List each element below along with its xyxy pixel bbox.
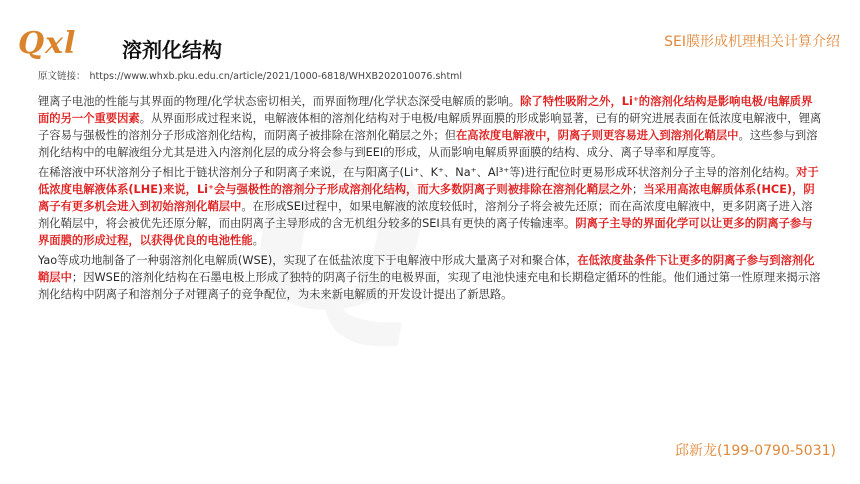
body-segment: 锂离子电池的性能与其界面的物理/化学状态密切相关，而界面物理/化学状态深受电解质的影响。	[38, 95, 521, 108]
section-title: SEI膜形成机理相关计算介绍	[664, 34, 840, 50]
highlight-text: 在低浓度盐条件下让更多的阴离子参与到溶剂化鞘层中	[38, 254, 815, 284]
page-title: 溶剂化结构	[122, 38, 222, 62]
body-segment: 。在形成SEI过程中，如果电解液的浓度较低时，溶剂分子将会被先还原；而在高浓度电解液中，更多阴离子进入溶剂化鞘层中，将会被优先还原分解，而由阴离子主导形成的含无机组分较多的SEI具有更快的离子传输速率。	[38, 200, 813, 230]
highlight-text: 除了特性吸附之外，Li⁺的溶剂化结构是影响电极/电解质界面的另一个重要因素	[38, 95, 813, 125]
source-line	[38, 68, 462, 82]
highlight-text: 阴离子主导的界面化学可以让更多的阴离子参与界面膜的形成过程，以获得优良的电池性能	[38, 217, 813, 247]
body-segment: ；因WSE的溶剂化结构在石墨电极上形成了独特的阴离子衍生的电极界面，实现了电池快速充电和长期稳定循环的性能。他们通过第一性原理来揭示溶剂化结构中阴离子和溶剂分子对锂离子的竞争配位，为未来新电解质的开发设计提出了新思路。	[38, 271, 821, 301]
highlight-text: 在高浓度电解液中，阴离子则更容易进入到溶剂化鞘层中	[456, 129, 739, 142]
body-segment: 在稀溶液中环状溶剂分子相比于链状溶剂分子和阴离子来说，在与阳离子(Li⁺、K⁺、Na⁺、Al³⁺等)进行配位时更易形成环状溶剂分子主导的溶剂化结构。	[38, 166, 797, 179]
body-text	[38, 93, 822, 306]
body-segment: ；	[632, 183, 644, 196]
paragraph	[38, 93, 822, 161]
source-label: 原文链接：	[38, 71, 86, 82]
body-segment: 。	[252, 234, 264, 247]
contact-info: 邱新龙(199-0790-5031)	[674, 443, 836, 459]
body-segment: Yao等成功地制备了一种弱溶剂化电解质(WSE)，实现了在低盐浓度下于电解液中形成大量离子对和聚合体，	[38, 254, 578, 267]
body-segment: 。从界面形成过程来说，电解液体相的溶剂化结构对于电极/电解质界面膜的形成影响显著，已有的研究进展表面在低浓度电解液中，锂离子容易与强极性的溶剂分子形成溶剂化结构，而阴离子被排除在溶剂化鞘层之外；但	[38, 112, 822, 142]
paragraph	[38, 164, 822, 249]
highlight-text: 当采用高浓电解质体系(HCE)，阴离子有更多机会进入到初始溶剂化鞘层中	[38, 183, 815, 213]
paragraph	[38, 252, 822, 303]
source-url[interactable]: https://www.whxb.pku.edu.cn/article/2021/1000-6818/WHXB202010076.shtml	[89, 71, 463, 82]
logo: Qxl	[18, 26, 77, 61]
body-segment: 。这些参与到溶剂化结构中的电解液组分尤其是进入内溶剂化层的成分将会参与到EEI的形成，从而影响电解质界面膜的结构、成分、离子导率和厚度等。	[38, 129, 818, 159]
highlight-text: 对于低浓度电解液体系(LHE)来说，Li⁺会与强极性的溶剂分子形成溶剂化结构，而大多数阴离子则被排除在溶剂化鞘层之外	[38, 166, 819, 196]
